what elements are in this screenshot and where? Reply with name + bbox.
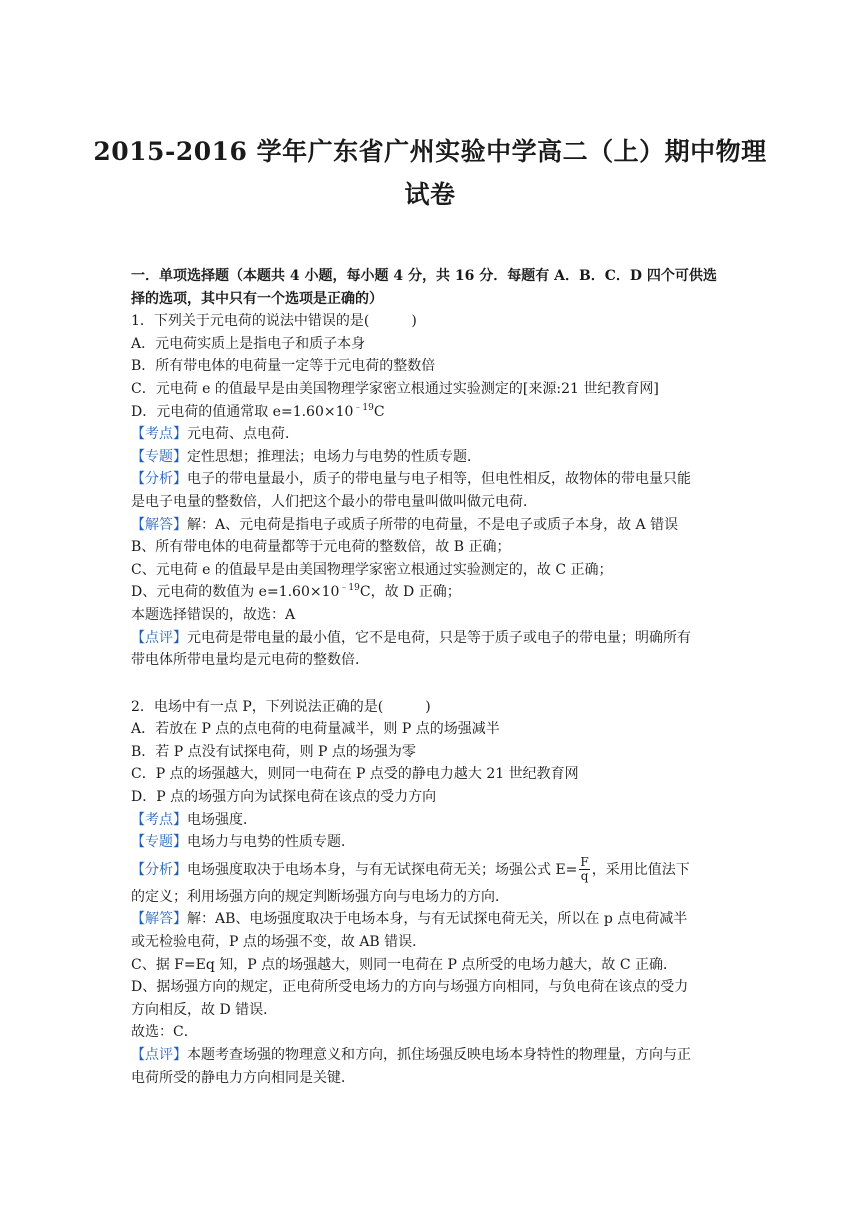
q1-dianping-tag: 【点评】 (131, 629, 187, 646)
q2-option-a: A．若放在 P 点的点电荷的电荷量减半，则 P 点的场强减半 (131, 721, 500, 738)
q1-fenxi-line-2: 是电子电量的整数倍，人们把这个最小的带电量叫做叫做元电荷． (131, 493, 537, 510)
document-body (131, 265, 731, 1089)
page-title-line-1: 2015-2016 学年广东省广州实验中学高二（上）期中物理 (93, 137, 767, 166)
q2-zhuanti (131, 831, 731, 854)
q2-option-c: C．P 点的场强越大，则同一电荷在 P 点受的静电力越大 21 世纪教育网 (131, 766, 579, 783)
section-heading-line-1: 一．单项选择题（本题共 4 小题，每小题 4 分，共 16 分．每题有 A．B．C．D 四个可供选 (131, 268, 717, 284)
q2-jieda-line-3: C、据 F=Eq 知，P 点的场强越大，则同一电荷在 P 点所受的电场力越大，故 C 正确． (131, 956, 678, 973)
q2-fenxi-line-2: 的定义；利用场强方向的规定判断场强方向与电场力的方向． (131, 888, 509, 905)
q2-fenxi-line-1 (131, 854, 731, 886)
q2-fenxi-text-1-end: ，采用比值法下 (591, 861, 690, 878)
fraction-denominator: q (580, 869, 589, 884)
q2-zhuanti-tag: 【专题】 (131, 834, 187, 851)
q2-kaodian (131, 809, 731, 832)
q1-zhuanti (131, 446, 731, 469)
q1-kaodian (131, 423, 731, 446)
q1-option-a: A．元电荷实质上是指电子和质子本身 (131, 335, 366, 352)
q1-jieda-line-4 (131, 581, 731, 604)
q2-dianping-text-1: 本题考查场强的物理意义和方向，抓住场强反映电场本身特性的物理量，方向与正 (187, 1047, 691, 1063)
q1-zhuanti-text: 定性思想；推理法；电场力与电势的性质专题． (187, 448, 481, 465)
q1-jieda-line-3: C、元电荷 e 的值最早是由美国物理学家密立根通过实验测定的，故 C 正确； (131, 561, 613, 578)
question-spacer (131, 672, 731, 696)
q1-fenxi-text-1: 电子的带电量最小，质子的带电量与电子相等，但电性相反，故物体的带电量只能 (187, 471, 691, 488)
q1-dianping-line-2: 带电体所带电量均是元电荷的整数倍． (131, 652, 369, 669)
q2-jieda-tag: 【解答】 (131, 911, 187, 928)
q2-jieda-line-6: 故选：C． (131, 1024, 198, 1041)
q1-jieda-exponent: ﹣19 (339, 583, 360, 594)
q1-jieda-text-4-end: C，故 D 正确； (359, 584, 461, 601)
page-title-line-2: 试卷 (404, 180, 456, 209)
q1-option-d (131, 401, 731, 424)
q1-jieda-line-1 (131, 514, 731, 537)
q1-dianping-line-1 (131, 627, 731, 650)
q2-jieda-line-5: 方向相反，故 D 错误． (131, 1001, 278, 1018)
q2-dianping-line-1 (131, 1044, 731, 1067)
q1-jieda-tag: 【解答】 (131, 516, 187, 533)
q1-kaodian-tag: 【考点】 (131, 426, 187, 443)
q1-option-b: B．所有带电体的电荷量一定等于元电荷的整数倍 (131, 358, 436, 375)
q1-kaodian-text: 元电荷、点电荷． (187, 426, 299, 443)
q2-jieda-text-1: 解：AB、电场强度取决于电场本身，与有无试探电荷无关，所以在 p 点电荷减半 (187, 911, 688, 928)
section-heading-line-2: 择的选项，其中只有一个选项是正确的） (131, 290, 383, 307)
q1-jieda-text-4: D、元电荷的数值为 e=1.60×10 (131, 584, 340, 601)
q2-fenxi-tag: 【分析】 (131, 861, 187, 878)
q1-stem: 1．下列关于元电荷的说法中错误的是( ) (131, 313, 417, 330)
q1-jieda-text-1: 解：A、元电荷是指电子或质子所带的电荷量，不是电子或质子本身，故 A 错误 (187, 516, 679, 533)
q1-zhuanti-tag: 【专题】 (131, 448, 187, 465)
q2-zhuanti-text: 电场力与电势的性质专题． (187, 834, 355, 851)
q2-dianping-tag: 【点评】 (131, 1047, 187, 1063)
q1-fenxi-line-1 (131, 468, 731, 491)
q2-stem: 2．电场中有一点 P，下列说法正确的是( ) (131, 698, 431, 715)
q1-option-d-unit: C (373, 403, 385, 420)
q1-option-d-exponent: ﹣19 (353, 402, 374, 413)
q2-jieda-line-2: 或无检验电荷，P 点的场强不变，故 AB 错误． (131, 934, 427, 951)
q2-dianping-line-2: 电荷所受的静电力方向相同是关键． (131, 1069, 355, 1086)
q2-jieda-line-4: D、据场强方向的规定，正电荷所受电场力的方向与场强方向相同，与负电荷在该点的受力 (131, 979, 689, 996)
q1-jieda-line-2: B、所有带电体的电荷量都等于元电荷的整数倍，故 B 正确； (131, 539, 511, 556)
q2-option-d: D．P 点的场强方向为试探电荷在该点的受力方向 (131, 789, 437, 806)
q2-kaodian-tag: 【考点】 (131, 811, 187, 828)
field-formula-fraction (579, 856, 589, 883)
q1-option-c: C．元电荷 e 的值最早是由美国物理学家密立根通过实验测定的[来源:21 世纪教育网] (131, 380, 659, 397)
q1-option-d-text: D．元电荷的值通常取 e=1.60×10 (131, 403, 354, 420)
q2-kaodian-text: 电场强度． (187, 811, 257, 828)
fraction-numerator: F (580, 855, 589, 870)
q2-jieda-line-1 (131, 908, 731, 931)
q2-option-b: B．若 P 点没有试探电荷，则 P 点的场强为零 (131, 743, 416, 760)
q1-dianping-text-1: 元电荷是带电量的最小值，它不是电荷，只是等于质子或电子的带电量；明确所有 (187, 629, 691, 646)
q2-fenxi-text-1: 电场强度取决于电场本身，与有无试探电荷无关；场强公式 E= (187, 861, 578, 878)
q1-fenxi-tag: 【分析】 (131, 471, 187, 488)
q1-jieda-line-5: 本题选择错误的，故选：A (131, 606, 296, 623)
